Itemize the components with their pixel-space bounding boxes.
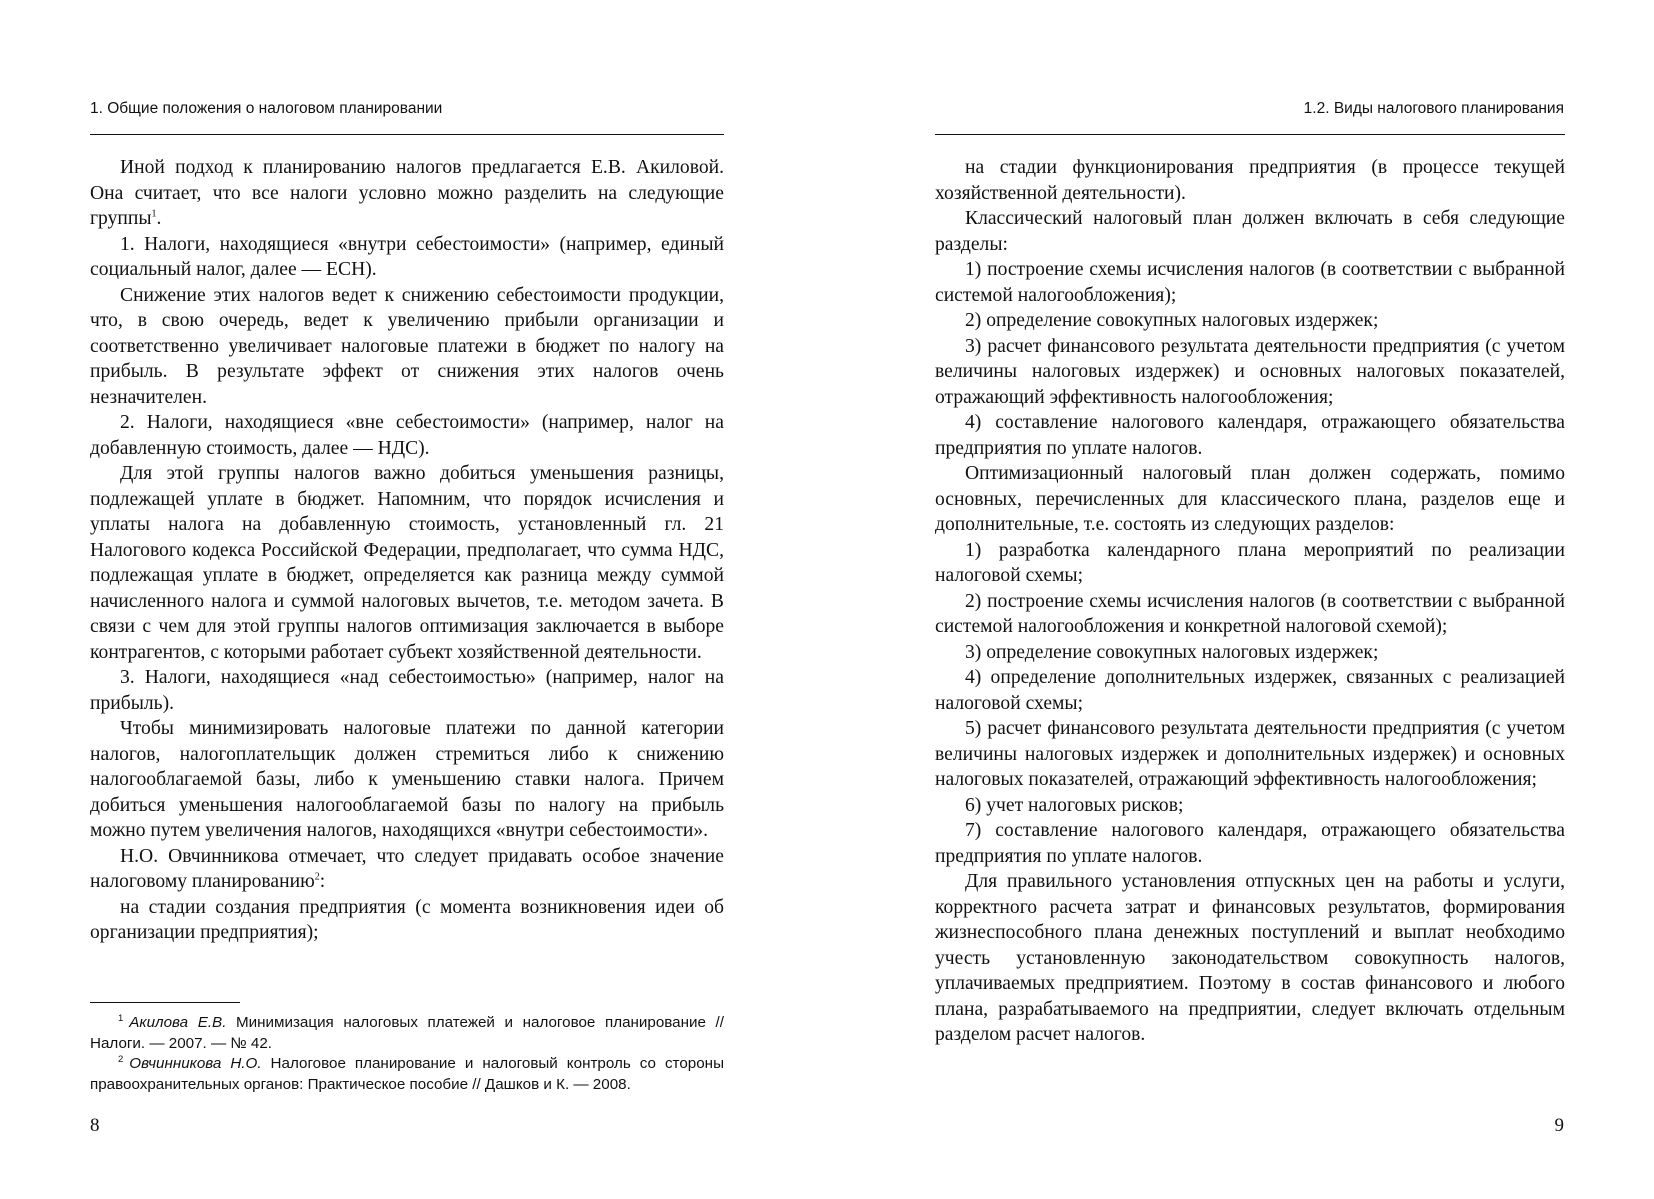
paragraph: Н.О. Овчинникова отмечает, что следует придавать особое значение налоговому планированию$^2$:	[90, 845, 724, 892]
footnote-rule	[90, 1002, 240, 1003]
list-item: 1) построение схемы исчисления налогов (в соответствии с выбранной системой налогообложения);	[935, 259, 1565, 306]
list-item: 2) построение схемы исчисления налогов (в соответствии с выбранной системой налогообложения и конкретной налоговой схемой);	[935, 590, 1565, 637]
paragraph: Классический налоговый план должен включать в себя следующие разделы:	[935, 208, 1565, 255]
page-number: 9	[1554, 1115, 1564, 1136]
paragraph: Чтобы минимизировать налоговые платежи по данной категории налогов, налогоплательщик должен стремиться либо к снижению налогооблагаемой базы, либо к уменьшению ставки налога. Причем добиться уменьшения налогооблагаемой базы по налогу на прибыль можно путем увеличения налогов, находящихся «внутри себестоимости».	[90, 718, 724, 841]
footnotes	[90, 1013, 724, 1095]
list-item: 4) составление налогового календаря, отражающего обязательства предприятия по уплате налогов.	[935, 412, 1565, 459]
paragraph: на стадии функционирования предприятия (в процессе текущей хозяйственной деятельности).	[935, 157, 1565, 204]
footnote: $^2$ Овчинникова Н.О. Налоговое планирование и налоговый контроль со стороны правоохранительных органов: Практическое пособие // Дашков и К. — 2008.	[90, 1053, 724, 1093]
right-page	[827, 0, 1654, 1199]
list-item: 7) составление налогового календаря, отражающего обязательства предприятия по уплате налогов.	[935, 820, 1565, 867]
page-number: 8	[90, 1115, 100, 1136]
paragraph: Для правильного установления отпускных цен на работы и услуги, корректного расчета затрат и финансовых результатов, формирования жизнеспособного плана денежных поступлений и выплат необходимо учесть установленную законодательством совокупность налогов, уплачиваемых предприятием. Поэтому в состав финансового и любого плана, разрабатываемого на предприятии, следует включать отдельным разделом расчет налогов.	[935, 871, 1565, 1045]
list-item: 3) определение совокупных налоговых издержек;	[965, 641, 1379, 663]
list-item: 2) определение совокупных налоговых издержек;	[965, 310, 1379, 331]
footnote-ref[interactable]: 2	[314, 871, 320, 883]
running-head: 1. Общие положения о налоговом планировании	[90, 100, 443, 117]
header-rule	[935, 134, 1565, 135]
footnote-ref[interactable]: 1	[151, 208, 157, 220]
running-head: 1.2. Виды налогового планирования	[1303, 100, 1564, 117]
list-item: 3) расчет финансового результата деятельности предприятия (с учетом величины налоговых издержек) и основных налоговых показателей, отражающий эффективность налогообложения;	[935, 335, 1565, 408]
paragraph: Для этой группы налогов важно добиться уменьшения разницы, подлежащей уплате в бюджет. Напомним, что порядок исчисления и уплаты налога на добавленную стоимость, установленный гл. 21 Налогового кодекса Российской Федерации, предполагает, что сумма НДС, подлежащая уплате в бюджет, определяется как разница между суммой начисленного налога и суммой налоговых вычетов, т.е. методом зачета. В связи с чем для этой группы налогов оптимизация заключается в выборе контрагентов, с которыми работает субъект хозяйственной деятельности.	[90, 463, 724, 663]
paragraph: Оптимизационный налоговый план должен содержать, помимо основных, перечисленных для классического плана, разделов еще и дополнительные, т.е. состоять из следующих разделов:	[935, 463, 1565, 535]
body-text	[935, 155, 1565, 1048]
list-item: 1) разработка календарного плана мероприятий по реализации налоговой схемы;	[935, 539, 1565, 586]
header-rule	[90, 134, 724, 135]
paragraph: на стадии создания предприятия (с момента возникновения идеи об организации предприятия);	[90, 896, 724, 943]
paragraph: Снижение этих налогов ведет к снижению себестоимости продукции, что, в свою очередь, ведет к увеличению прибыли организации и соответственно увеличивает налоговые платежи в бюджет по налогу на прибыль. В результате эффект от снижения этих налогов очень незначителен.	[90, 284, 724, 408]
body-text	[90, 155, 724, 946]
paragraph: Иной подход к планированию налогов предлагается Е.В. Акиловой. Она считает, что все налоги условно можно разделить на следующие группы$^1$.	[90, 157, 724, 229]
paragraph: 1. Налоги, находящиеся «внутри себестоимости» (например, единый социальный налог, далее — ЕСН).	[90, 233, 724, 280]
paragraph: 3. Налоги, находящиеся «над себестоимостью» (например, налог на прибыль).	[90, 667, 724, 714]
footnote: $^1$ Акилова Е.В. Минимизация налоговых платежей и налоговое планирование // Налоги. — 2007. — № 42.	[90, 1012, 724, 1052]
paragraph: 2. Налоги, находящиеся «вне себестоимости» (например, налог на добавленную стоимость, далее — НДС).	[90, 412, 724, 459]
list-item: 4) определение дополнительных издержек, связанных с реализацией налоговой схемы;	[935, 667, 1565, 714]
list-item: 5) расчет финансового результата деятельности предприятия (с учетом величины налоговых издержек и дополнительных издержек) и основных налоговых показателей, отражающий эффективность налогообложения;	[935, 718, 1565, 790]
list-item: 6) учет налоговых рисков;	[965, 794, 1184, 816]
